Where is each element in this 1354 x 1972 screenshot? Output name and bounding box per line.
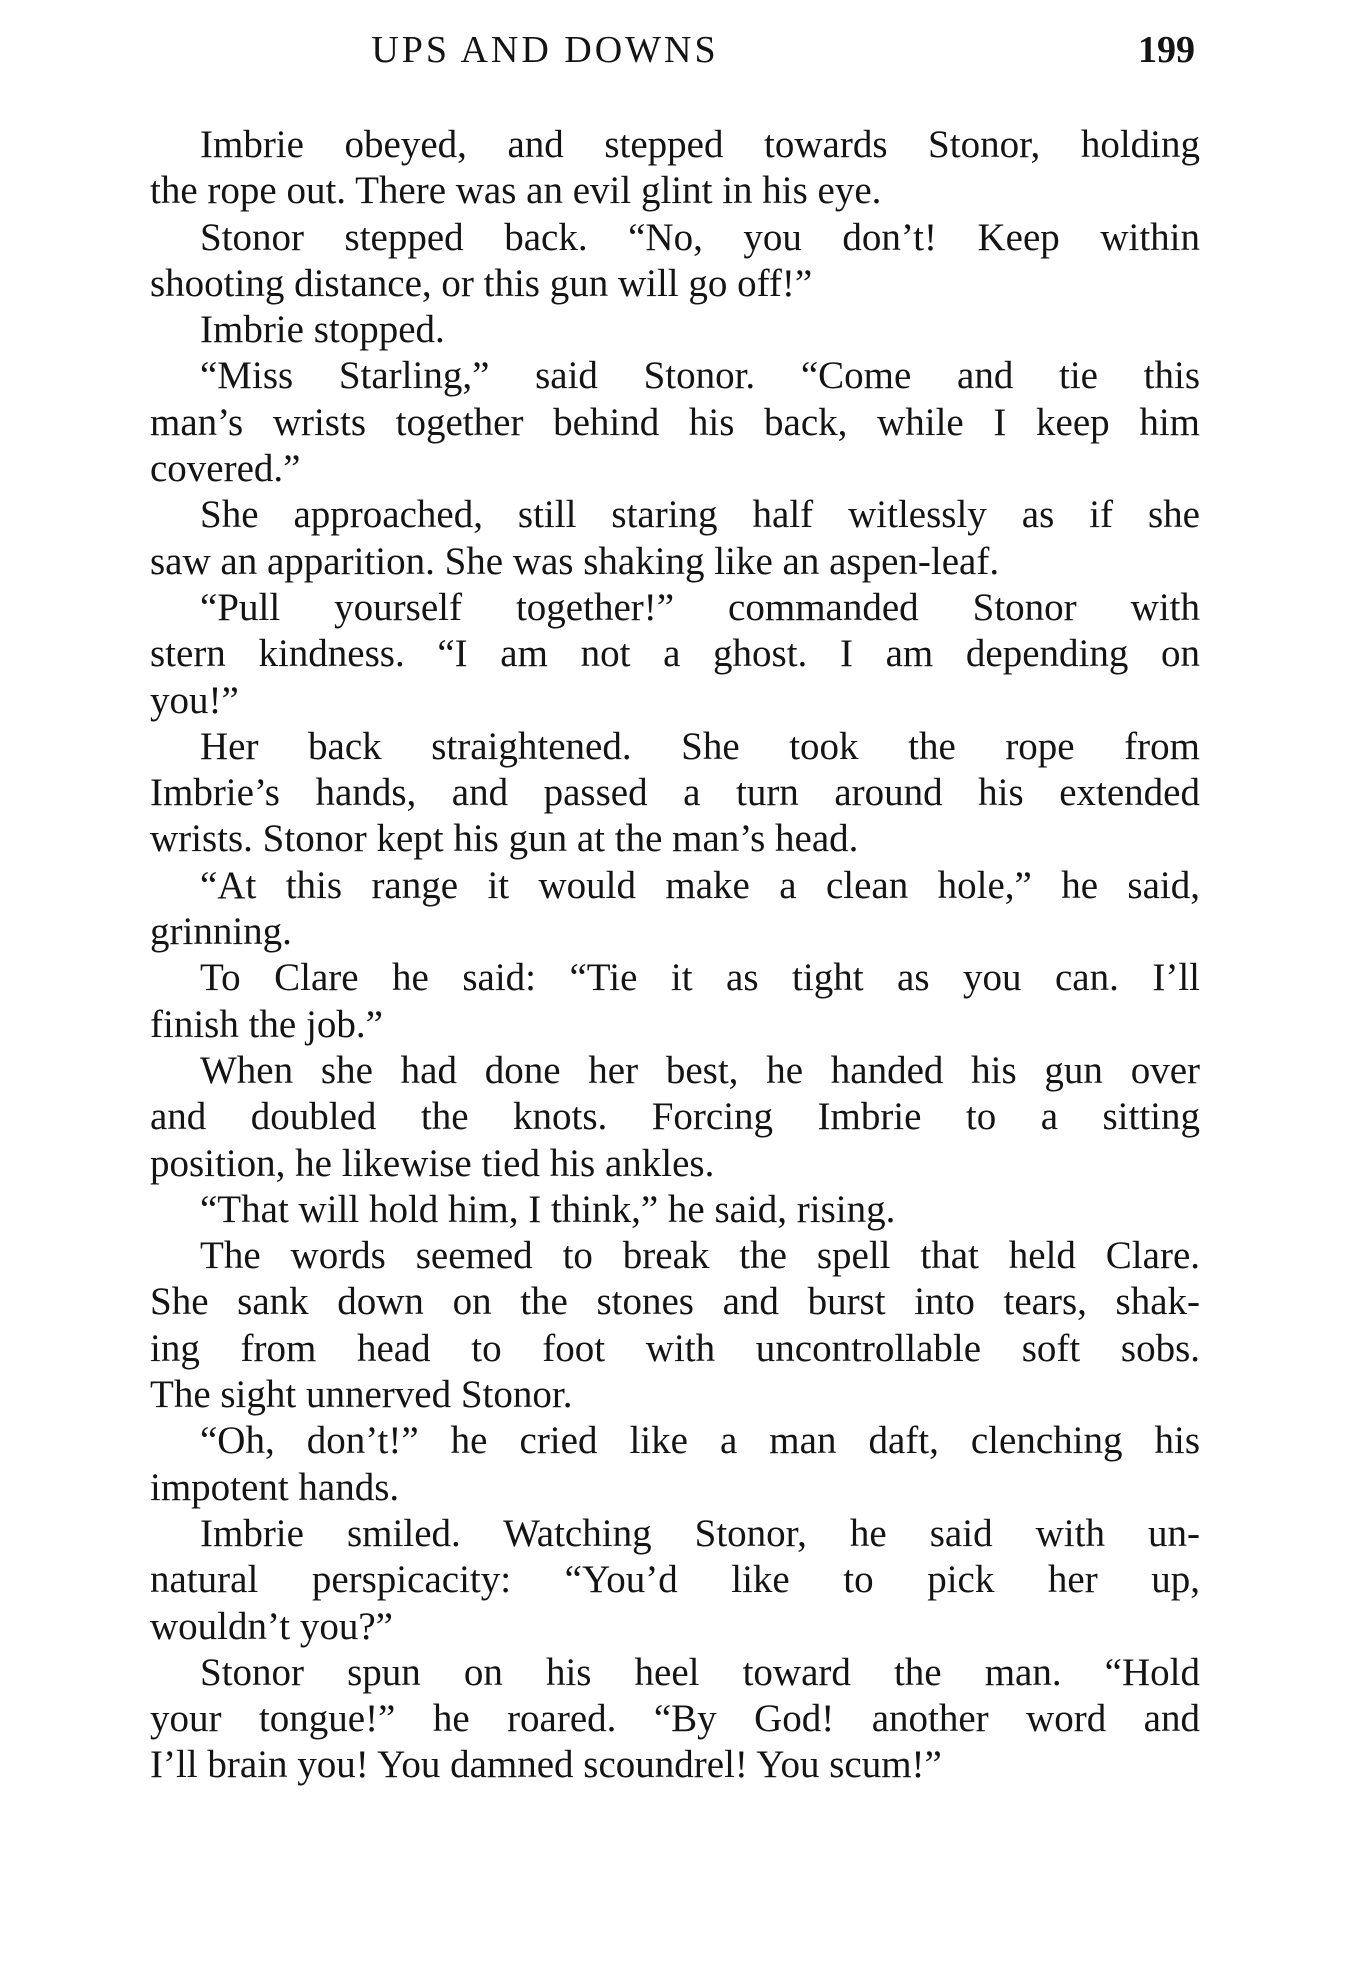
paragraph bbox=[150, 585, 1200, 724]
text-line: “Miss Starling,” said Stonor. “Come and tie this bbox=[200, 354, 1200, 398]
text-line: stern kindness. “I am not a ghost. I am depending on bbox=[150, 632, 1200, 676]
text-line: natural perspicacity: “You’d like to pick her up, bbox=[150, 1558, 1200, 1602]
text-line: Stonor spun on his heel toward the man. “Hold bbox=[200, 1650, 1200, 1694]
paragraph bbox=[150, 1650, 1200, 1789]
text-line: She sank down on the stones and burst into tears, shak- bbox=[150, 1280, 1200, 1324]
text-line: Stonor stepped back. “No, you don’t! Keep within bbox=[200, 215, 1200, 259]
text-line: man’s wrists together behind his back, while I keep him bbox=[150, 400, 1200, 444]
text-line: position, he likewise tied his ankles. bbox=[150, 1141, 715, 1185]
text-line: Imbrie stopped. bbox=[200, 308, 445, 352]
text-line: shooting distance, or this gun will go off!” bbox=[150, 261, 813, 305]
text-line: She approached, still staring half witlessly as if she bbox=[200, 493, 1200, 537]
text-line: “That will hold him, I think,” he said, rising. bbox=[200, 1187, 896, 1231]
text-line: your tongue!” he roared. “By God! another word and bbox=[150, 1697, 1200, 1741]
text-line: ing from head to foot with uncontrollable soft sobs. bbox=[150, 1326, 1200, 1370]
page-number: 199 bbox=[1138, 29, 1195, 71]
paragraph bbox=[150, 955, 1200, 1048]
text-line: Imbrie’s hands, and passed a turn around his extended bbox=[150, 771, 1200, 815]
text-line: Imbrie obeyed, and stepped towards Stonor, holding bbox=[200, 123, 1200, 166]
text-line: “Oh, don’t!” he cried like a man daft, clenching his bbox=[200, 1419, 1200, 1463]
text-line: Imbrie smiled. Watching Stonor, he said with un- bbox=[200, 1511, 1200, 1555]
text-line: wrists. Stonor kept his gun at the man’s head. bbox=[150, 817, 859, 861]
body-text bbox=[150, 122, 1200, 1789]
text-line: the rope out. There was an evil glint in his eye. bbox=[150, 169, 882, 213]
text-line: wouldn’t you?” bbox=[150, 1604, 393, 1648]
paragraph bbox=[150, 1233, 1200, 1418]
text-line: When she had done her best, he handed his gun over bbox=[200, 1048, 1200, 1092]
text-line: and doubled the knots. Forcing Imbrie to a sitting bbox=[150, 1095, 1200, 1139]
paragraph bbox=[150, 863, 1200, 956]
paragraph bbox=[150, 307, 1200, 353]
text-line: saw an apparition. She was shaking like an aspen-leaf. bbox=[150, 539, 1000, 583]
text-line: The sight unnerved Stonor. bbox=[150, 1373, 573, 1417]
text-line: you!” bbox=[150, 678, 239, 722]
text-line: Her back straightened. She took the rope from bbox=[200, 724, 1200, 768]
paragraph bbox=[150, 122, 1200, 215]
text-line: grinning. bbox=[150, 910, 292, 954]
paragraph bbox=[150, 1511, 1200, 1650]
paragraph bbox=[150, 353, 1200, 492]
text-line: To Clare he said: “Tie it as tight as you can. I’ll bbox=[200, 956, 1200, 1000]
text-line: “At this range it would make a clean hole,” he said, bbox=[200, 863, 1200, 907]
paragraph bbox=[150, 1418, 1200, 1511]
text-line: covered.” bbox=[150, 447, 301, 491]
text-line: I’ll brain you! You damned scoundrel! You scum!” bbox=[150, 1743, 942, 1787]
text-line: “Pull yourself together!” commanded Stonor with bbox=[200, 585, 1200, 629]
text-line: impotent hands. bbox=[150, 1465, 400, 1509]
paragraph bbox=[150, 215, 1200, 308]
paragraph bbox=[150, 1187, 1200, 1233]
paragraph bbox=[150, 1048, 1200, 1187]
running-head bbox=[0, 24, 1354, 74]
running-title: UPS AND DOWNS bbox=[371, 29, 719, 71]
text-line: The words seemed to break the spell that held Clare. bbox=[200, 1234, 1200, 1278]
paragraph bbox=[150, 492, 1200, 585]
text-line: finish the job.” bbox=[150, 1002, 383, 1046]
paragraph bbox=[150, 724, 1200, 863]
